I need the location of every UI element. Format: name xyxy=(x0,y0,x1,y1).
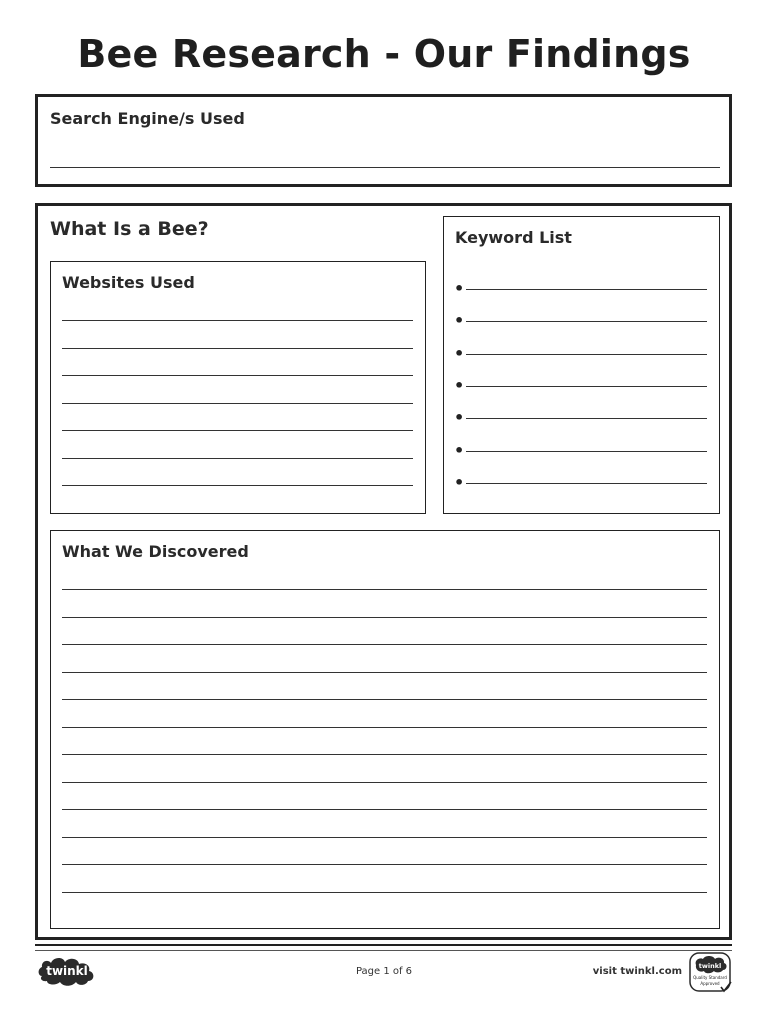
keyword-writing-line[interactable] xyxy=(466,386,707,387)
page-number: Page 1 of 6 xyxy=(355,966,413,977)
discovered-writing-line[interactable] xyxy=(62,809,707,810)
discovered-writing-line[interactable] xyxy=(62,699,707,700)
discovered-writing-line[interactable] xyxy=(62,617,707,618)
keyword-writing-line[interactable] xyxy=(466,451,707,452)
keyword-writing-line[interactable] xyxy=(466,418,707,419)
keyword-writing-line[interactable] xyxy=(466,289,707,290)
footer-divider-thin xyxy=(35,950,732,951)
keyword-bullet: • xyxy=(454,472,465,492)
what-we-discovered-label: What We Discovered xyxy=(62,542,249,561)
search-engine-box xyxy=(35,94,732,187)
keyword-writing-line[interactable] xyxy=(466,321,707,322)
websites-writing-line[interactable] xyxy=(62,485,413,486)
quality-badge-icon xyxy=(688,951,734,995)
discovered-writing-line[interactable] xyxy=(62,589,707,590)
twinkl-logo-text: twinkl xyxy=(46,964,88,978)
websites-writing-line[interactable] xyxy=(62,403,413,404)
websites-writing-line[interactable] xyxy=(62,375,413,376)
discovered-writing-line[interactable] xyxy=(62,727,707,728)
discovered-writing-line[interactable] xyxy=(62,782,707,783)
search-engine-label: Search Engine/s Used xyxy=(50,109,245,128)
keyword-bullet: • xyxy=(454,408,465,428)
websites-used-label: Websites Used xyxy=(62,273,195,292)
keyword-list-box xyxy=(443,216,720,514)
keyword-list-label: Keyword List xyxy=(455,228,572,247)
footer-divider xyxy=(35,944,732,946)
keyword-bullet: • xyxy=(454,440,465,460)
keyword-bullet: • xyxy=(454,375,465,395)
websites-writing-line[interactable] xyxy=(62,430,413,431)
keyword-writing-line[interactable] xyxy=(466,483,707,484)
websites-writing-line[interactable] xyxy=(62,348,413,349)
badge-title: twinkl xyxy=(698,962,722,970)
discovered-writing-line[interactable] xyxy=(62,672,707,673)
keyword-writing-line[interactable] xyxy=(466,354,707,355)
websites-used-box xyxy=(50,261,426,514)
keyword-bullet: • xyxy=(454,343,465,363)
section-heading: What Is a Bee? xyxy=(50,218,209,240)
websites-writing-line[interactable] xyxy=(62,458,413,459)
what-is-a-bee-section xyxy=(35,203,732,940)
discovered-writing-line[interactable] xyxy=(62,837,707,838)
websites-writing-line[interactable] xyxy=(62,320,413,321)
discovered-writing-line[interactable] xyxy=(62,754,707,755)
badge-text-2: Approved xyxy=(700,981,720,986)
search-engine-answer-line[interactable] xyxy=(50,167,720,168)
page-title: Bee Research - Our Findings xyxy=(77,32,691,76)
discovered-writing-line[interactable] xyxy=(62,644,707,645)
discovered-writing-line[interactable] xyxy=(62,892,707,893)
discovered-writing-line[interactable] xyxy=(62,864,707,865)
keyword-bullet: • xyxy=(454,279,465,298)
badge-text-1: Quality Standard xyxy=(693,975,727,980)
twinkl-logo[interactable] xyxy=(36,954,98,988)
what-we-discovered-box xyxy=(50,530,720,929)
keyword-bullet: • xyxy=(454,311,465,331)
website-link[interactable]: visit twinkl.com xyxy=(592,966,682,977)
